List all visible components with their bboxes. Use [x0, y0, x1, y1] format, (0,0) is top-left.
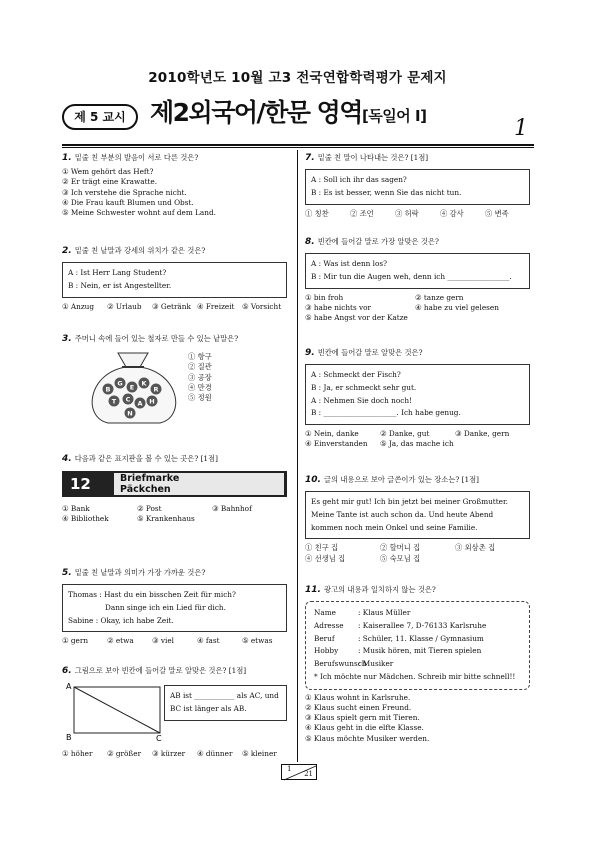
q9-dialog-line: B : Ja, er schmeckt sehr gut.: [311, 382, 417, 392]
ad-row: [314, 645, 521, 658]
question-10: [305, 476, 530, 562]
letter-ball-label: A: [137, 399, 143, 408]
ad-value: : Schüler, 11. Klasse / Gymnasium: [358, 633, 484, 643]
question-8: [305, 238, 530, 321]
q3-text: 주머니 속에 들어 있는 철자로 만들 수 있는 낱말은?: [74, 334, 239, 343]
q5-text: 밑줄 친 낱말과 의미가 가장 가까운 것은?: [74, 568, 206, 577]
q9-dialog-box: [305, 364, 530, 425]
label-b: B: [66, 733, 72, 741]
page-footer: [281, 764, 317, 780]
question-1: [62, 154, 287, 216]
q1-option: ② Er trägt eine Krawatte.: [62, 177, 158, 187]
q4-option: ① Bank: [62, 504, 90, 513]
ad-key: Hobby: [314, 646, 339, 656]
q2-dialog-line: A : Ist Herr Lang Student?: [68, 268, 167, 277]
q6-sentence-box: [164, 685, 287, 721]
q5-dialog-box: [62, 584, 287, 632]
q6-option: ⑤ kleiner: [242, 749, 277, 758]
letter-bag-illustration: [78, 347, 188, 427]
q6-option: ③ kürzer: [152, 749, 186, 758]
q8-option: ③ habe nichts vor: [305, 302, 372, 312]
subject-sub: [독일어 I]: [361, 107, 427, 125]
q5-dialog-line: Dann singe ich ein Lied für dich.: [105, 602, 226, 612]
q10-passage-box: [305, 491, 530, 539]
rectangle-diagram: [66, 681, 166, 741]
q8-option: ④ habe zu viel gelesen: [415, 302, 499, 312]
q7-option: ② 조언: [350, 208, 374, 218]
q9-dialog-line: A : Nehmen Sie doch noch!: [311, 395, 412, 405]
ad-value: : Kaiserallee 7, D-76133 Karlsruhe: [358, 620, 487, 630]
q9-option: ② Danke, gut: [380, 429, 430, 439]
q6-sentence: AB ist ___________ als AC, und: [170, 691, 279, 700]
sign-number: 12: [70, 474, 91, 493]
q7-option: ① 칭찬: [305, 208, 329, 218]
q1-number: 1.: [62, 153, 72, 163]
post-sign: [62, 471, 287, 497]
q6-number: 6.: [62, 666, 72, 676]
q6-option: ② größer: [107, 749, 142, 758]
q8-option: ② tanze gern: [415, 292, 464, 302]
ad-value: : Klaus Müller: [358, 608, 411, 617]
letter-ball-label: C: [125, 395, 131, 404]
ad-value: : Musiker: [358, 659, 394, 669]
q10-option: ② 할머니 집: [380, 543, 421, 553]
q7-dialog-line: B : Es ist besser, wenn Sie das nicht tun.: [311, 187, 462, 197]
subject-main: 제2외국어/한문 영역: [150, 98, 362, 127]
letter-ball-label: R: [153, 385, 159, 394]
q6-text: 그림으로 보아 빈칸에 들어갈 말로 알맞은 것은? [1점]: [74, 666, 247, 675]
q6-option: ① höher: [62, 749, 93, 758]
ad-key: Name: [314, 608, 336, 617]
q7-option: ③ 허락: [395, 208, 419, 218]
label-a: A: [66, 682, 72, 691]
q11-option: ③ Klaus spielt gern mit Tieren.: [305, 713, 420, 723]
q11-option: ① Klaus wohnt in Karlsruhe.: [305, 692, 411, 702]
q7-text: 밑줄 친 말이 나타내는 것은? [1점]: [317, 153, 429, 162]
letter-ball-label: E: [129, 383, 135, 392]
q3-number: 3.: [62, 334, 72, 344]
q5-dialog-line: Sabine : Okay, ich habe Zeit.: [68, 615, 174, 625]
q5-option: ③ viel: [152, 636, 174, 646]
ad-row: [314, 633, 521, 646]
ad-row: [314, 607, 521, 620]
q2-dialog-box: [62, 262, 287, 298]
letter-ball-label: K: [141, 379, 147, 388]
q2-text: 밑줄 친 낱말과 강세의 위치가 같은 것은?: [74, 246, 206, 255]
q9-dialog-line: B : ____________________. Ich habe genug.: [311, 408, 461, 418]
subject-title: [150, 100, 426, 125]
q7-number: 7.: [305, 153, 315, 163]
q3-option: ① 항구: [188, 352, 212, 361]
q9-option: ① Nein, danke: [305, 429, 359, 439]
ad-key: Beruf: [314, 633, 335, 643]
q9-dialog-line: A : Schmeckt der Fisch?: [311, 370, 401, 379]
header-rule-thin: [62, 147, 534, 148]
letter-ball-label: B: [105, 385, 111, 394]
letter-ball-label: T: [111, 397, 117, 406]
q5-option: ⑤ etwas: [242, 636, 273, 646]
question-4: [62, 455, 287, 523]
q4-text: 다음과 같은 표지판을 볼 수 있는 곳은? [1점]: [74, 454, 218, 463]
q8-number: 8.: [305, 237, 315, 247]
q7-dialog-line: A : Soll ich ihr das sagen?: [311, 175, 407, 184]
q1-text: 밑줄 친 부분의 발음이 서로 다른 것은?: [74, 153, 199, 162]
q9-number: 9.: [305, 348, 315, 358]
q2-option: ⑤ Vorsicht: [242, 301, 282, 311]
sign-line: Päckchen: [120, 484, 171, 495]
q11-option: ④ Klaus geht in die elfte Klasse.: [305, 723, 424, 733]
q11-text: 광고의 내용과 일치하지 않는 것은?: [323, 585, 436, 594]
page-number: 1: [514, 116, 528, 141]
ad-note: * Ich möchte nur Mädchen. Schreib mir bitte schnell!!: [314, 671, 516, 681]
question-7: [305, 154, 530, 217]
q5-dialog-line: Thomas : Hast du ein bisschen Zeit für mich?: [68, 590, 236, 599]
q10-text: 글의 내용으로 보아 글쓴이가 있는 장소는? [1점]: [323, 475, 479, 484]
q2-option: ③ Getränk: [152, 301, 191, 311]
label-c: C: [156, 734, 162, 741]
q6-option: ④ dünner: [197, 749, 233, 758]
letter-ball-label: N: [127, 409, 133, 418]
q4-option: ② Post: [137, 504, 162, 513]
q2-option: ② Urlaub: [107, 301, 142, 311]
q3-option: ③ 공장: [188, 372, 212, 382]
question-9: [305, 349, 530, 448]
q8-dialog-box: [305, 253, 530, 289]
q5-number: 5.: [62, 568, 72, 578]
q2-option: ④ Freizeit: [197, 301, 235, 311]
q6-sentence: BC ist länger als AB.: [170, 703, 247, 713]
q5-option: ② etwa: [107, 636, 134, 646]
q4-option: ④ Bibliothek: [62, 514, 109, 524]
q7-option: ④ 감사: [440, 208, 464, 218]
question-6: [62, 666, 287, 758]
question-3: [62, 334, 287, 418]
q8-dialog-line: B : Mir tun die Augen weh, denn ich _________________.: [311, 271, 512, 281]
q10-option: ① 친구 집: [305, 543, 339, 553]
q8-option: ⑤ habe Angst vor der Katze: [305, 313, 408, 323]
q9-option: ③ Danke, gern: [455, 429, 510, 439]
q4-option: ③ Bahnhof: [212, 504, 252, 513]
q10-passage-line: Es geht mir gut! Ich bin jetzt bei meiner Großmutter.: [311, 497, 508, 506]
q2-dialog-line: B : Nein, er ist Angestellter.: [68, 280, 172, 290]
ad-value: : Musik hören, mit Tieren spielen: [358, 646, 482, 656]
sign-words: [114, 473, 284, 495]
q2-number: 2.: [62, 246, 72, 256]
q11-option: ② Klaus sucht einen Freund.: [305, 702, 412, 712]
q8-text: 빈칸에 들어갈 말로 가장 알맞은 것은?: [317, 237, 439, 246]
q11-number: 11.: [305, 585, 321, 595]
exam-title: 2010학년도 10월 고3 전국연합학력평가 문제지: [148, 70, 447, 86]
q11-ad-box: [305, 601, 530, 690]
header-rule: [62, 144, 534, 146]
ad-row: [314, 620, 521, 633]
q9-text: 빈칸에 들어갈 말로 알맞은 것은?: [317, 348, 423, 357]
footer-page: 1: [287, 765, 292, 773]
q8-option: ① bin froh: [305, 292, 344, 302]
sign-line: Briefmarke: [120, 473, 180, 484]
q2-option: ① Anzug: [62, 301, 95, 311]
q4-option: ⑤ Krankenhaus: [137, 514, 195, 524]
letter-ball-label: H: [149, 397, 155, 406]
q3-option: ④ 만경: [188, 382, 212, 392]
q7-dialog-box: [305, 169, 530, 205]
q10-passage-line: Meine Tante ist auch schon da. Und heute Abend: [311, 509, 494, 519]
q9-option: ⑤ Ja, das mache ich: [380, 439, 454, 449]
q3-option: ⑤ 정원: [188, 393, 212, 403]
q4-number: 4.: [62, 454, 72, 464]
footer-total: 21: [304, 770, 313, 778]
q5-option: ④ fast: [197, 636, 220, 646]
q10-number: 10.: [305, 475, 321, 485]
q10-option: ③ 외삼촌 집: [455, 543, 496, 553]
q7-option: ⑤ 변족: [485, 208, 509, 218]
q8-dialog-line: A : Was ist denn los?: [311, 259, 388, 268]
ad-key: Adresse: [314, 620, 344, 630]
q1-option: ⑤ Meine Schwester wohnt auf dem Land.: [62, 208, 216, 218]
q1-option: ③ Ich verstehe die Sprache nicht.: [62, 187, 187, 197]
q1-option: ① Wem gehört das Heft?: [62, 167, 154, 176]
q1-option: ④ Die Frau kauft Blumen und Obst.: [62, 197, 194, 207]
ad-row: [314, 658, 521, 671]
question-5: [62, 569, 287, 645]
question-2: [62, 247, 287, 310]
q10-option: ⑤ 숙모님 집: [380, 553, 421, 563]
q9-option: ④ Einverstanden: [305, 439, 368, 449]
session-badge: 제 5 교시: [62, 104, 138, 130]
q10-passage-line: kommen noch mein Onkel und seine Familie.: [311, 522, 478, 532]
letter-ball-label: G: [117, 379, 123, 388]
q11-option: ⑤ Klaus möchte Musiker werden.: [305, 733, 430, 743]
q10-option: ④ 선생님 집: [305, 553, 346, 563]
ad-key: Berufswunsch: [314, 659, 367, 669]
q5-option: ① gern: [62, 636, 89, 646]
column-divider: [297, 150, 298, 762]
q3-option: ② 질관: [188, 362, 212, 372]
question-11: [305, 586, 530, 742]
